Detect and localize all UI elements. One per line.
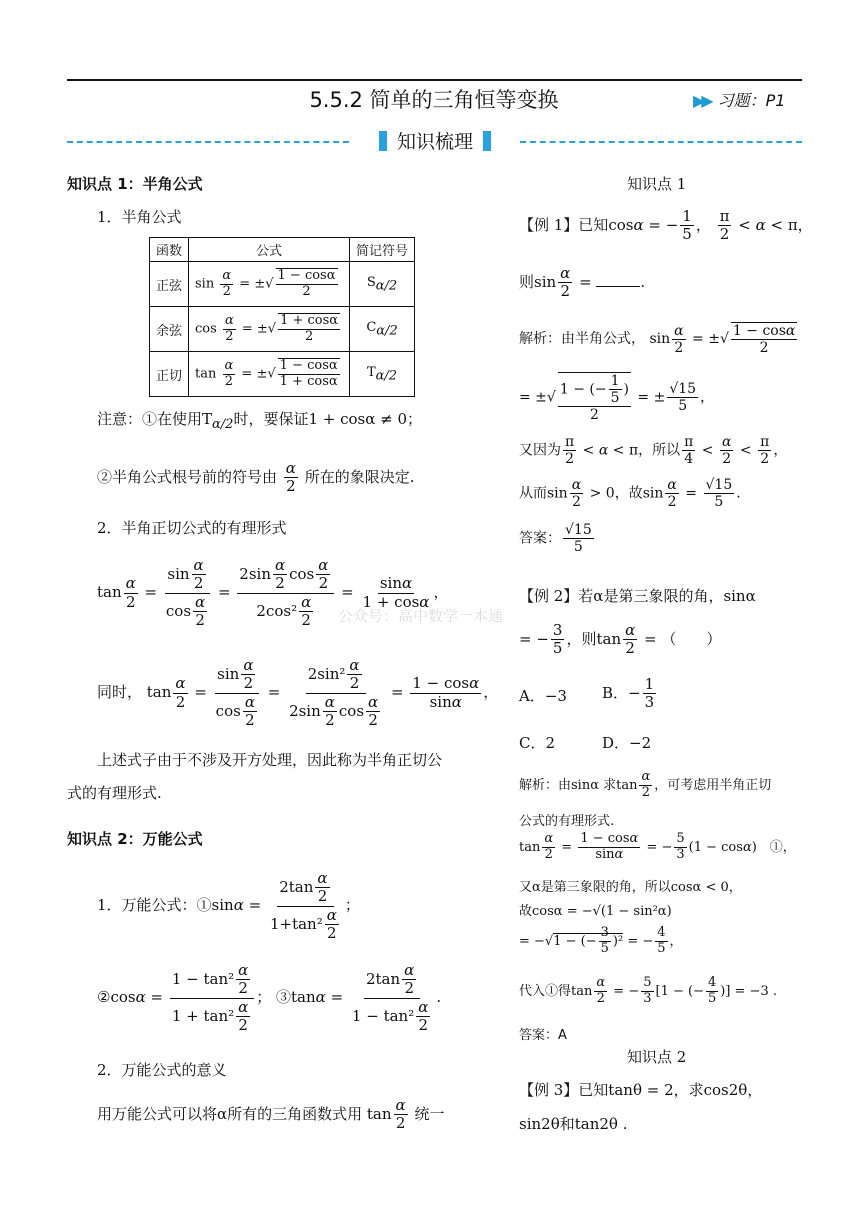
banner-bar-left xyxy=(379,131,387,151)
ex2-sol-5: 故cosα = −√(1 − sin²α) xyxy=(519,904,672,919)
choice-a: A．−3 xyxy=(519,687,567,705)
choice-d: D．−2 xyxy=(602,734,652,752)
ex2-sol-1: 解析：由sinα 求tan $\frac{\alpha}{2}$ ，可考虑用半角正切 xyxy=(519,769,772,800)
ex2-sol-2: 公式的有理形式. xyxy=(519,814,615,829)
table-header: 公式 xyxy=(189,238,350,262)
ex2-sub-label: 代入①得 xyxy=(519,983,572,999)
radicand-den: 2 xyxy=(304,329,314,344)
exercise-link[interactable] xyxy=(693,88,785,111)
symbol: S xyxy=(366,274,376,290)
choice-c: C．2 xyxy=(519,734,556,752)
banner-dash-right xyxy=(520,141,802,143)
table-header: 简记符号 xyxy=(350,238,415,262)
ex2-sol-line1-tail: ，可考虑用半角正切 xyxy=(654,777,772,793)
note-1: 注意：①在使用$T_{\alpha/2}$时，要保证1 + cosα ≠ 0； xyxy=(97,410,423,432)
half-alpha: $\frac{\alpha}{2}$ xyxy=(222,267,232,299)
right-kp1-label: 知识点 1 xyxy=(627,175,687,193)
kp2-meaning: 用万能公式可以将α所有的三角函数式用 tan $\frac{\alpha}{2}$ 统一 xyxy=(97,1096,445,1133)
same-time-label: 同时， xyxy=(97,683,143,701)
tan-half-rational-1: tan $\frac{\alpha}{2}$ = sin $\frac{\alpha}{2}$ cos $\frac{\alpha}{2}$ = 2sin $\frac{\alpha}{2}$ cos $\frac{\alpha}{2}$ 2cos² $\frac{\alpha}{2}$ = $\frac{\sin\alpha}{1 + \cos\alpha}$ ， xyxy=(97,556,449,629)
ex1-solution-3: 又因为 $\frac{\pi}{2}$ < α < π，所以 $\frac{\pi}{4}$ < $\frac{\alpha}{2}$ < $\frac{\pi}{2}$ ， xyxy=(519,434,788,468)
note-2-head: ②半角公式根号前的符号由 xyxy=(97,467,278,486)
double-arrow-icon: ▶▶ xyxy=(693,91,710,110)
half-alpha: $\frac{\alpha}{2}$ xyxy=(224,312,234,344)
ex1-blank-head: 则 xyxy=(519,272,535,291)
half-alpha: $\frac{\alpha}{2}$ xyxy=(285,459,296,496)
sol-label: 解析：由半角公式， xyxy=(519,331,645,348)
ex2-sol-line1: 解析：由sinα 求tan xyxy=(519,777,638,793)
sign: ± xyxy=(256,366,268,382)
tan-half-formula: tan $\frac{\alpha}{2}$ = ±√ $\frac{1 - \cos\alpha}{1 + \cos\alpha}$ xyxy=(189,352,350,397)
func-name: tan xyxy=(195,366,217,382)
radicand-num: 1 − cosα xyxy=(279,358,338,374)
example-3-line2: sin2θ和tan2θ . xyxy=(519,1115,628,1133)
universal-formula-sin: 1．万能公式：①sinα = 2tan $\frac{\alpha}{2}$ 1+tan² $\frac{\alpha}{2}$ ； xyxy=(97,869,360,942)
symbol-cell: $T_{\alpha/2}$ xyxy=(350,352,415,397)
ex2-paren: （ ） xyxy=(661,629,722,648)
symbol: T xyxy=(366,364,376,380)
radicand xyxy=(278,358,340,390)
table-row xyxy=(150,262,415,307)
table-row xyxy=(150,307,415,352)
symbol-cell: $C_{\alpha/2}$ xyxy=(350,307,415,352)
half-alpha: $\frac{\alpha}{2}$ xyxy=(224,357,234,389)
tan-half-rational-2: 同时， tan $\frac{\alpha}{2}$ = sin $\frac{\alpha}{2}$ cos $\frac{\alpha}{2}$ = 2sin² $\frac{\alpha}{2}$ 2sin $\frac{\alpha}{2}$ cos $\frac{\alpha}{2}$ = $\frac{1 - \cos\alpha}{\sin\alpha}$ ， xyxy=(97,656,499,729)
radicand xyxy=(278,313,340,345)
ex2-answer: 答案：A xyxy=(519,1028,567,1043)
kp2-meaning-head: 用万能公式可以将α所有的三角函数式用 xyxy=(97,1104,363,1123)
ex2-sol-7: 代入①得tan $\frac{\alpha}{2}$ = − $\frac{5}{3}$ [1 − (− $\frac{4}{5}$ )] = −3 . xyxy=(519,975,777,1006)
ex2-sol-4: 又α是第三象限的角，所以cosα < 0， xyxy=(519,880,742,895)
radicand xyxy=(276,268,338,300)
sign: ± xyxy=(256,321,268,337)
note-1-tail: 时，要保证1 + cosα ≠ 0； xyxy=(233,410,423,428)
universal-formula-cos-tan: ②cosα = 1 − tan² $\frac{\alpha}{2}$ 1 + tan² $\frac{\alpha}{2}$ ； ③tanα = 2tan $\frac{\alpha}{2}$ 1 − tan² $\frac{\alpha}{2}$ . xyxy=(97,961,442,1034)
example-2: 【例 2】若α是第三象限的角，sinα xyxy=(519,587,756,605)
func-name: cos xyxy=(195,321,217,337)
table-cell: 正切 xyxy=(150,352,189,397)
kp2-meaning-tail: 统一 xyxy=(414,1104,445,1123)
hence: ，故 xyxy=(614,485,643,502)
radicand-den: 1 + cosα xyxy=(279,374,338,389)
cos-half-formula: cos $\frac{\alpha}{2}$ = ±√ $\frac{1 + \cos\alpha}{2}$ xyxy=(189,307,350,352)
kp2-heading: 知识点 2：万能公式 xyxy=(67,830,203,848)
ex2-line2-tail: ，则 xyxy=(566,629,597,648)
example-1-question: 则sin $\frac{\alpha}{2}$ = . xyxy=(519,264,646,301)
right-kp2-label: 知识点 2 xyxy=(627,1048,687,1066)
page-title: 5.5.2 简单的三角恒等变换 xyxy=(309,88,559,112)
ex1-solution-4: 从而sin $\frac{\alpha}{2}$ > 0，故sin $\frac{\alpha}{2}$ = $\frac{√15}{5}$ . xyxy=(519,477,741,511)
example-2-line2: = − $\frac{3}{5}$ ，则tan $\frac{\alpha}{2}$ = （ ） xyxy=(519,621,722,658)
banner-dash-left xyxy=(67,141,349,143)
ex1-solution-1: 解析：由半角公式， sin $\frac{\alpha}{2}$ = ±√ $\frac{1 - \cos\alpha}{2}$ xyxy=(519,322,796,357)
ex1-head: 【例 1】已知 xyxy=(519,215,609,234)
radicand-den: 2 xyxy=(302,284,311,299)
sign: ± xyxy=(254,276,266,292)
kp1-heading: 知识点 1：半角公式 xyxy=(67,175,203,193)
therefore: 从而 xyxy=(519,485,547,502)
example-1: 【例 1】已知cosα = − $\frac{1}{5}$ ， $\frac{\pi}{2}$ < α < π， xyxy=(519,207,813,244)
kp1-sub1: 1．半角公式 xyxy=(97,208,182,226)
table-row xyxy=(150,352,415,397)
section-banner xyxy=(365,128,505,156)
because: 又因为 xyxy=(519,442,561,459)
table-cell: 正弦 xyxy=(150,262,189,307)
note-1-head: 注意：①在使用T xyxy=(97,410,213,428)
func-name: sin xyxy=(195,276,215,292)
so: ，所以 xyxy=(638,442,681,459)
ex2-sol-6: = −√1 − (− $\frac{3}{5}$ )² = − $\frac{4}{5}$ ， xyxy=(519,925,683,956)
choice-b: B．− $\frac{1}{3}$ xyxy=(602,675,655,712)
rational-note-1: 上述式子由于不涉及开方处理，因此称为半角正切公 xyxy=(97,751,443,769)
table-cell: 余弦 xyxy=(150,307,189,352)
symbol: C xyxy=(366,319,377,335)
ex1-solution-2: = ±√ 1 − (− $\frac{1}{5}$ ) 2 = ± $\frac{√15}{5}$ ， xyxy=(519,373,715,424)
example-3-line1: 【例 3】已知tanθ = 2，求cos2θ， xyxy=(519,1081,763,1099)
radicand-num: 1 + cosα xyxy=(280,313,339,329)
header-rule xyxy=(67,79,802,81)
note-2-tail: 所在的象限决定. xyxy=(304,467,415,486)
kp2-sub2: 2．万能公式的意义 xyxy=(97,1061,227,1079)
answer-label: 答案： xyxy=(519,530,561,547)
watermark: 公众号：高中数学一本通 xyxy=(338,607,504,625)
symbol-cell: $S_{\alpha/2}$ xyxy=(350,262,415,307)
ex2-sol-3: tan $\frac{\alpha}{2}$ = $\frac{1 - \cos\alpha}{\sin\alpha}$ = − $\frac{5}{3}$ (1 − cosα) ①， xyxy=(519,831,796,862)
sin-half-formula: sin $\frac{\alpha}{2}$ = ±√ $\frac{1 - \cos\alpha}{2}$ xyxy=(189,262,350,307)
kp1-sub2: 2．半角正切公式的有理形式 xyxy=(97,519,287,537)
choice-b-label: B． xyxy=(602,683,629,702)
banner-bar-right xyxy=(483,131,491,151)
half-angle-table xyxy=(149,237,415,397)
exercise-link-label: 习题：P1 xyxy=(717,91,786,110)
ex1-answer: 答案： $\frac{√15}{5}$ xyxy=(519,522,592,556)
table-header: 函数 xyxy=(150,238,189,262)
rational-note-2: 式的有理形式. xyxy=(67,784,162,802)
note-2 xyxy=(97,460,415,496)
section-banner-label: 知识梳理 xyxy=(396,131,473,153)
kp2-sub1: 1．万能公式： xyxy=(97,896,197,914)
radicand-num: 1 − cosα xyxy=(277,268,336,284)
